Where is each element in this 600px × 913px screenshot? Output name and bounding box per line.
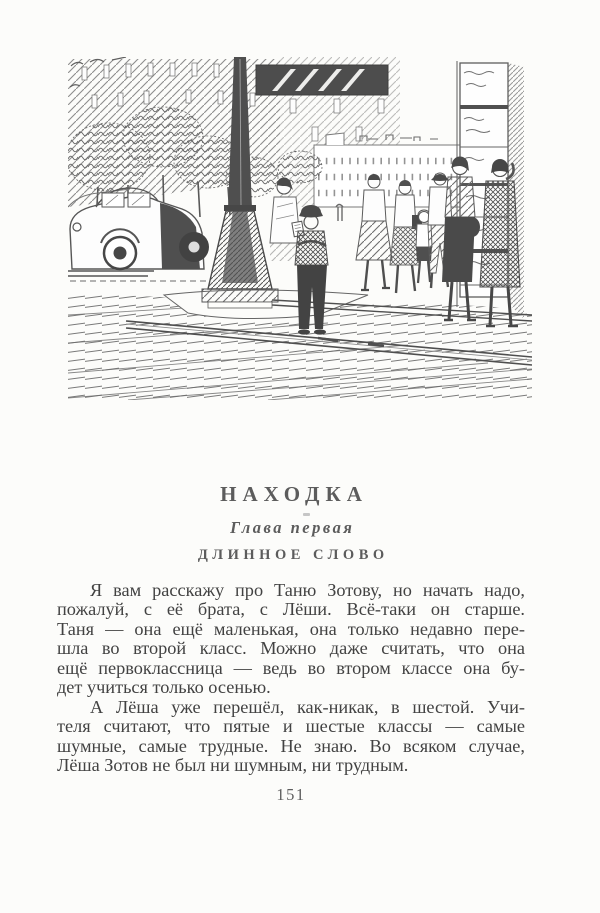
text-line: Лёша Зотов не был ни шумным, ни трудным. bbox=[57, 755, 409, 776]
text-line: ещё первоклассница — ведь во втором классе она бу- bbox=[57, 657, 525, 678]
section-heading: ДЛИННОЕ СЛОВО bbox=[197, 547, 389, 563]
street-scene-drawing bbox=[68, 57, 532, 400]
ornament-mark bbox=[303, 513, 310, 516]
text-line: шла во второй класс. Можно даже считать, что она bbox=[57, 638, 525, 659]
text-line: теля считают, что пятые и шестые классы — самые bbox=[57, 716, 525, 737]
story-title: НАХОДКА bbox=[220, 482, 368, 506]
headlight bbox=[73, 223, 81, 231]
text-line: Я вам расскажу про Таню Зотову, но начать надо, bbox=[90, 580, 525, 600]
chapter-heading: Глава первая bbox=[230, 518, 355, 537]
street-scene-illustration bbox=[68, 57, 532, 400]
page-number: 151 bbox=[276, 785, 306, 804]
text-line: шумные, самые трудные. Не знаю. Во всяком случае, bbox=[57, 735, 525, 756]
text-line: Таня — она ещё маленькая, она только недавно пере- bbox=[57, 618, 525, 639]
text-line: пожалуй, с её брата, с Лёши. Всё-таки он старше. bbox=[57, 599, 525, 620]
text-line: А Лёша уже перешёл, как-никак, в шестой. Учи- bbox=[90, 696, 525, 717]
text-line: дет учиться только осенью. bbox=[57, 677, 271, 698]
body-text bbox=[57, 581, 525, 776]
